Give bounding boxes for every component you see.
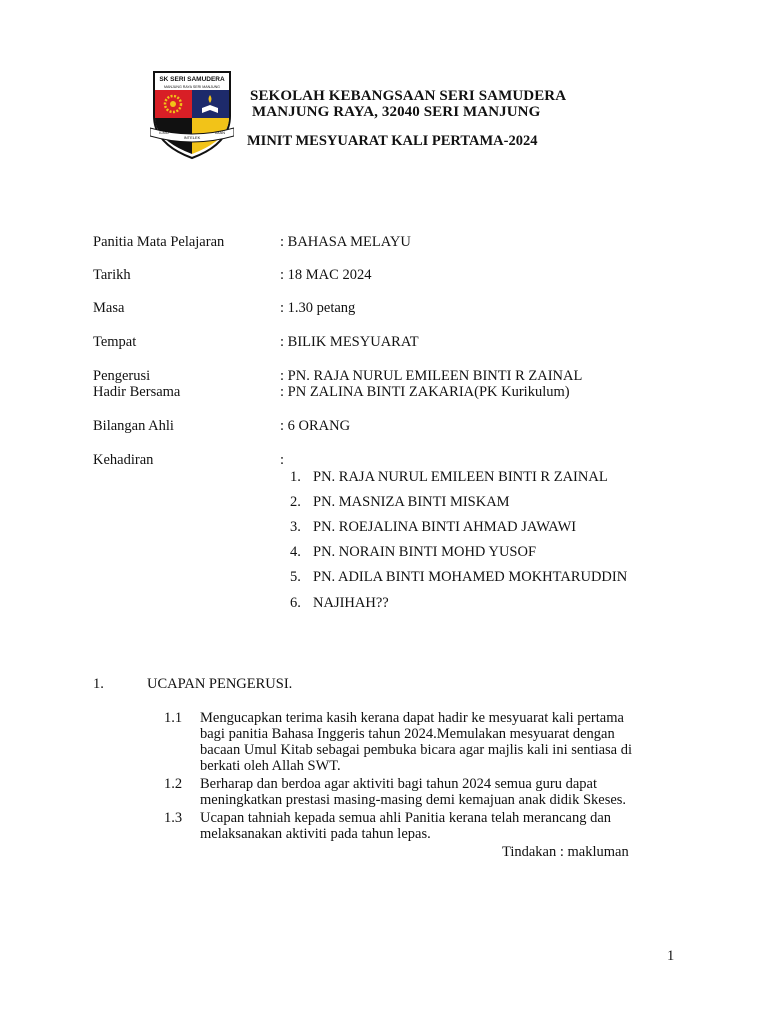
paragraph-line: bagi panitia Bahasa Inggeris tahun 2024.Memulakan mesyuarat dengan [200,726,615,742]
detail-label-masa: Masa [93,300,125,316]
list-item: PN. MASNIZA BINTI MISKAM [313,494,510,510]
school-name: SEKOLAH KEBANGSAAN SERI SAMUDERA [250,88,567,104]
section-number: 1. [93,676,104,692]
page-number: 1 [667,948,675,964]
crest-subtitle: MANJUNG RAYA SERI MANJUNG [164,85,220,89]
list-item: PN. RAJA NURUL EMILEEN BINTI R ZAINAL [313,469,608,485]
detail-value-bilangan-ahli: : 6 ORANG [280,418,351,434]
detail-label-tempat: Tempat [93,334,137,350]
crest-ribbon-left: ILMU [159,130,169,135]
detail-value-pengerusi: : PN. RAJA NURUL EMILEEN BINTI R ZAINAL [280,368,583,384]
list-item: PN. ROEJALINA BINTI AHMAD JAWAWI [313,519,577,535]
list-item-number: 5. [290,569,301,585]
list-item: PN. NORAIN BINTI MOHD YUSOF [313,544,537,560]
list-item: NAJIHAH?? [313,595,389,611]
list-item-number: 2. [290,494,301,510]
detail-label-panitia: Panitia Mata Pelajaran [93,234,225,250]
list-item-number: 1. [290,469,301,485]
crest-ribbon-right: IMAN [215,130,225,135]
detail-label-hadir-bersama: Hadir Bersama [93,384,181,400]
paragraph-line: bacaan Umul Kitab sebagai pembuka bicara agar majlis kali ini sentiasa di [200,742,633,758]
paragraph-line: melaksanakan aktiviti pada tahun lepas. [200,826,431,842]
paragraph-line: meningkatkan prestasi masing-masing demi kemajuan anak didik Skeses. [200,792,627,808]
detail-value-hadir-bersama: : PN ZALINA BINTI ZAKARIA(PK Kurikulum) [280,384,570,400]
paragraph-line: Ucapan tahniah kepada semua ahli Panitia kerana telah merancang dan [200,810,612,826]
detail-label-pengerusi: Pengerusi [93,368,151,384]
detail-value-kehadiran: : [280,452,285,468]
paragraph-line: berkati oleh Allah SWT. [200,758,341,774]
detail-value-tempat: : BILIK MESYUARAT [280,334,419,350]
document-title: MINIT MESYUARAT KALI PERTAMA-2024 [247,133,538,149]
list-item-number: 3. [290,519,301,535]
action-note: Tindakan : makluman [502,844,629,860]
paragraph-line: Berharap dan berdoa agar aktiviti bagi tahun 2024 semua guru dapat [200,776,598,792]
crest-ribbon-center: INTELEK [183,135,201,140]
detail-value-masa: : 1.30 petang [280,300,356,316]
detail-label-bilangan-ahli: Bilangan Ahli [93,418,174,434]
paragraph-line: Mengucapkan terima kasih kerana dapat hadir ke mesyuarat kali pertama [200,710,624,726]
list-item: PN. ADILA BINTI MOHAMED MOKHTARUDDIN [313,569,628,585]
crest-name: SK SERI SAMUDERA [159,76,225,83]
item-number: 1.3 [164,810,183,826]
section-heading: UCAPAN PENGERUSI. [147,676,293,692]
school-address: MANJUNG RAYA, 32040 SERI MANJUNG [252,104,541,120]
item-number: 1.2 [164,776,183,792]
detail-label-tarikh: Tarikh [93,267,131,283]
detail-label-kehadiran: Kehadiran [93,452,154,468]
list-item-number: 6. [290,595,301,611]
item-number: 1.1 [164,710,183,726]
detail-value-tarikh: : 18 MAC 2024 [280,267,372,283]
detail-value-panitia: : BAHASA MELAYU [280,234,411,250]
list-item-number: 4. [290,544,301,560]
school-crest-logo [150,68,234,162]
